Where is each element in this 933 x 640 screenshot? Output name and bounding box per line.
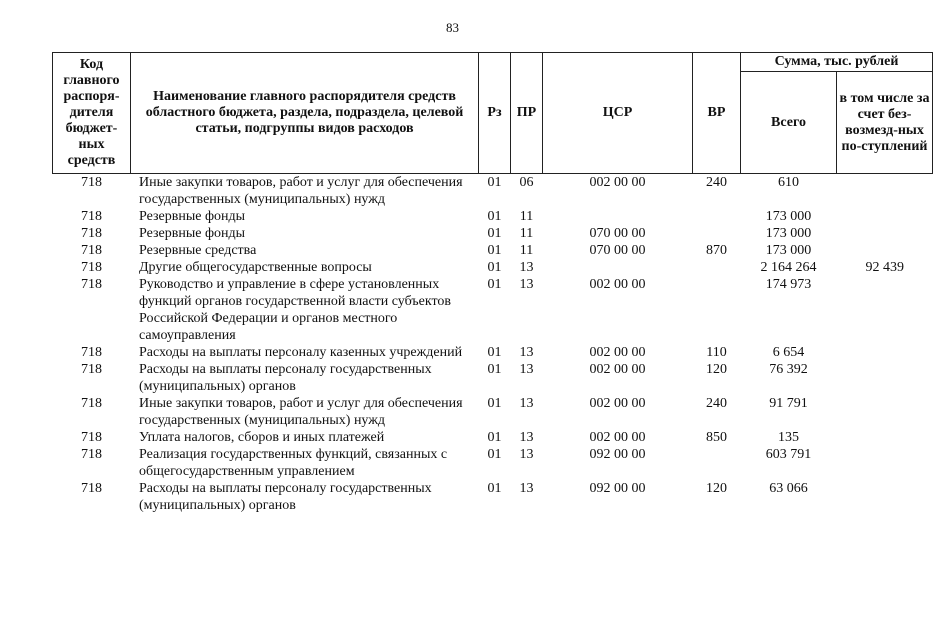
cell-csr: 002 00 00 (589, 362, 646, 377)
cell-extra (837, 361, 933, 395)
header-name: Наименование главного распорядителя средств областного бюджета, раздела, подраздела, целевой статьи, подгруппы видов расходов (131, 53, 479, 174)
cell-name: Иные закупки товаров, работ и услуг для обеспечения государственных (муниципальных) нужд (139, 175, 463, 207)
cell-vr (693, 208, 741, 225)
table-row (53, 208, 933, 225)
cell-code: 718 (81, 209, 102, 224)
cell-total: 603 791 (765, 447, 812, 462)
header-extra: в том числе за счет без-возмезд-ных по-ступлений (837, 72, 933, 174)
cell-total: 173 000 (765, 226, 812, 241)
cell-vr: 870 (706, 243, 727, 258)
cell-name: Реализация государственных функций, связанных с общегосударственным управлением (139, 447, 448, 479)
cell-name: Другие общегосударственные вопросы (139, 260, 372, 275)
cell-total: 610 (778, 175, 799, 190)
cell-total: 135 (778, 430, 799, 445)
cell-code: 718 (81, 277, 102, 292)
cell-pr: 13 (519, 430, 534, 445)
cell-pr: 13 (519, 481, 534, 496)
cell-csr: 092 00 00 (589, 481, 646, 496)
cell-total: 2 164 264 (760, 260, 817, 275)
cell-extra (837, 480, 933, 514)
cell-csr: 070 00 00 (589, 243, 646, 258)
cell-rz: 01 (487, 175, 502, 190)
cell-pr: 13 (519, 277, 534, 292)
cell-code: 718 (81, 260, 102, 275)
cell-extra (837, 395, 933, 429)
cell-name: Резервные средства (139, 243, 257, 258)
cell-rz: 01 (487, 226, 502, 241)
cell-csr (543, 259, 693, 276)
budget-table (52, 52, 933, 514)
table-row (53, 174, 933, 209)
cell-code: 718 (81, 447, 102, 462)
cell-code: 718 (81, 345, 102, 360)
cell-total: 173 000 (765, 243, 812, 258)
cell-rz: 01 (487, 396, 502, 411)
cell-vr (693, 276, 741, 344)
cell-vr (693, 259, 741, 276)
cell-rz: 01 (487, 481, 502, 496)
cell-name: Расходы на выплаты персоналу государственных (муниципальных) органов (139, 481, 432, 513)
table-header (53, 53, 933, 174)
cell-vr: 120 (706, 481, 727, 496)
cell-rz: 01 (487, 243, 502, 258)
cell-pr: 11 (519, 243, 534, 258)
cell-total: 91 791 (769, 396, 808, 411)
cell-code: 718 (81, 430, 102, 445)
table-row (53, 446, 933, 480)
cell-rz: 01 (487, 277, 502, 292)
cell-extra (837, 208, 933, 225)
cell-code: 718 (81, 226, 102, 241)
cell-pr: 11 (519, 226, 534, 241)
cell-vr: 240 (706, 396, 727, 411)
cell-rz: 01 (487, 362, 502, 377)
header-total: Всего (741, 72, 837, 174)
cell-pr: 13 (519, 362, 534, 377)
cell-csr: 070 00 00 (589, 226, 646, 241)
cell-name: Иные закупки товаров, работ и услуг для обеспечения государственных (муниципальных) нужд (139, 396, 463, 428)
cell-name: Резервные фонды (139, 226, 246, 241)
cell-extra (837, 446, 933, 480)
table-row (53, 276, 933, 344)
cell-name: Расходы на выплаты персоналу казенных учреждений (139, 345, 463, 360)
cell-code: 718 (81, 362, 102, 377)
cell-total: 174 973 (765, 277, 812, 292)
cell-rz: 01 (487, 260, 502, 275)
cell-csr: 002 00 00 (589, 175, 646, 190)
table-row (53, 242, 933, 259)
cell-vr: 850 (706, 430, 727, 445)
cell-extra (837, 344, 933, 361)
cell-extra (837, 225, 933, 242)
table-row (53, 395, 933, 429)
cell-extra (837, 242, 933, 259)
cell-extra (837, 174, 933, 209)
table-row (53, 361, 933, 395)
cell-extra: 92 439 (865, 260, 904, 275)
cell-pr: 13 (519, 260, 534, 275)
table-row (53, 429, 933, 446)
cell-name: Руководство и управление в сфере установленных функций органов государственной власти субъектов Российской Федерации и органов местного самоуправления (139, 277, 452, 343)
cell-pr: 13 (519, 396, 534, 411)
cell-rz: 01 (487, 345, 502, 360)
cell-csr (543, 208, 693, 225)
cell-pr: 13 (519, 447, 534, 462)
cell-rz: 01 (487, 209, 502, 224)
table-body (53, 174, 933, 515)
header-vr: ВР (693, 53, 741, 174)
cell-pr: 13 (519, 345, 534, 360)
table-row (53, 259, 933, 276)
cell-csr: 002 00 00 (589, 430, 646, 445)
table-row (53, 225, 933, 242)
header-rz: Рз (479, 53, 511, 174)
cell-rz: 01 (487, 430, 502, 445)
table-row (53, 344, 933, 361)
cell-name: Резервные фонды (139, 209, 246, 224)
cell-total: 76 392 (769, 362, 808, 377)
cell-pr: 11 (519, 209, 534, 224)
cell-code: 718 (81, 175, 102, 190)
table-row (53, 480, 933, 514)
cell-vr: 240 (706, 175, 727, 190)
cell-csr: 002 00 00 (589, 396, 646, 411)
cell-extra (837, 429, 933, 446)
header-pr: ПР (511, 53, 543, 174)
cell-extra (837, 276, 933, 344)
cell-rz: 01 (487, 447, 502, 462)
cell-total: 6 654 (772, 345, 805, 360)
cell-csr: 002 00 00 (589, 277, 646, 292)
cell-name: Уплата налогов, сборов и иных платежей (139, 430, 385, 445)
cell-name: Расходы на выплаты персоналу государственных (муниципальных) органов (139, 362, 432, 394)
cell-vr: 110 (706, 345, 727, 360)
cell-vr (693, 225, 741, 242)
header-sum-group: Сумма, тыс. рублей (741, 53, 933, 72)
cell-vr: 120 (706, 362, 727, 377)
cell-code: 718 (81, 243, 102, 258)
cell-csr: 002 00 00 (589, 345, 646, 360)
cell-total: 63 066 (769, 481, 808, 496)
cell-csr: 092 00 00 (589, 447, 646, 462)
cell-total: 173 000 (765, 209, 812, 224)
page-number: 83 (446, 20, 459, 35)
header-csr: ЦСР (543, 53, 693, 174)
header-code: Код главного распоря-дителя бюджет-ных средств (53, 53, 131, 174)
cell-pr: 06 (519, 175, 534, 190)
cell-code: 718 (81, 396, 102, 411)
cell-code: 718 (81, 481, 102, 496)
cell-vr (693, 446, 741, 480)
